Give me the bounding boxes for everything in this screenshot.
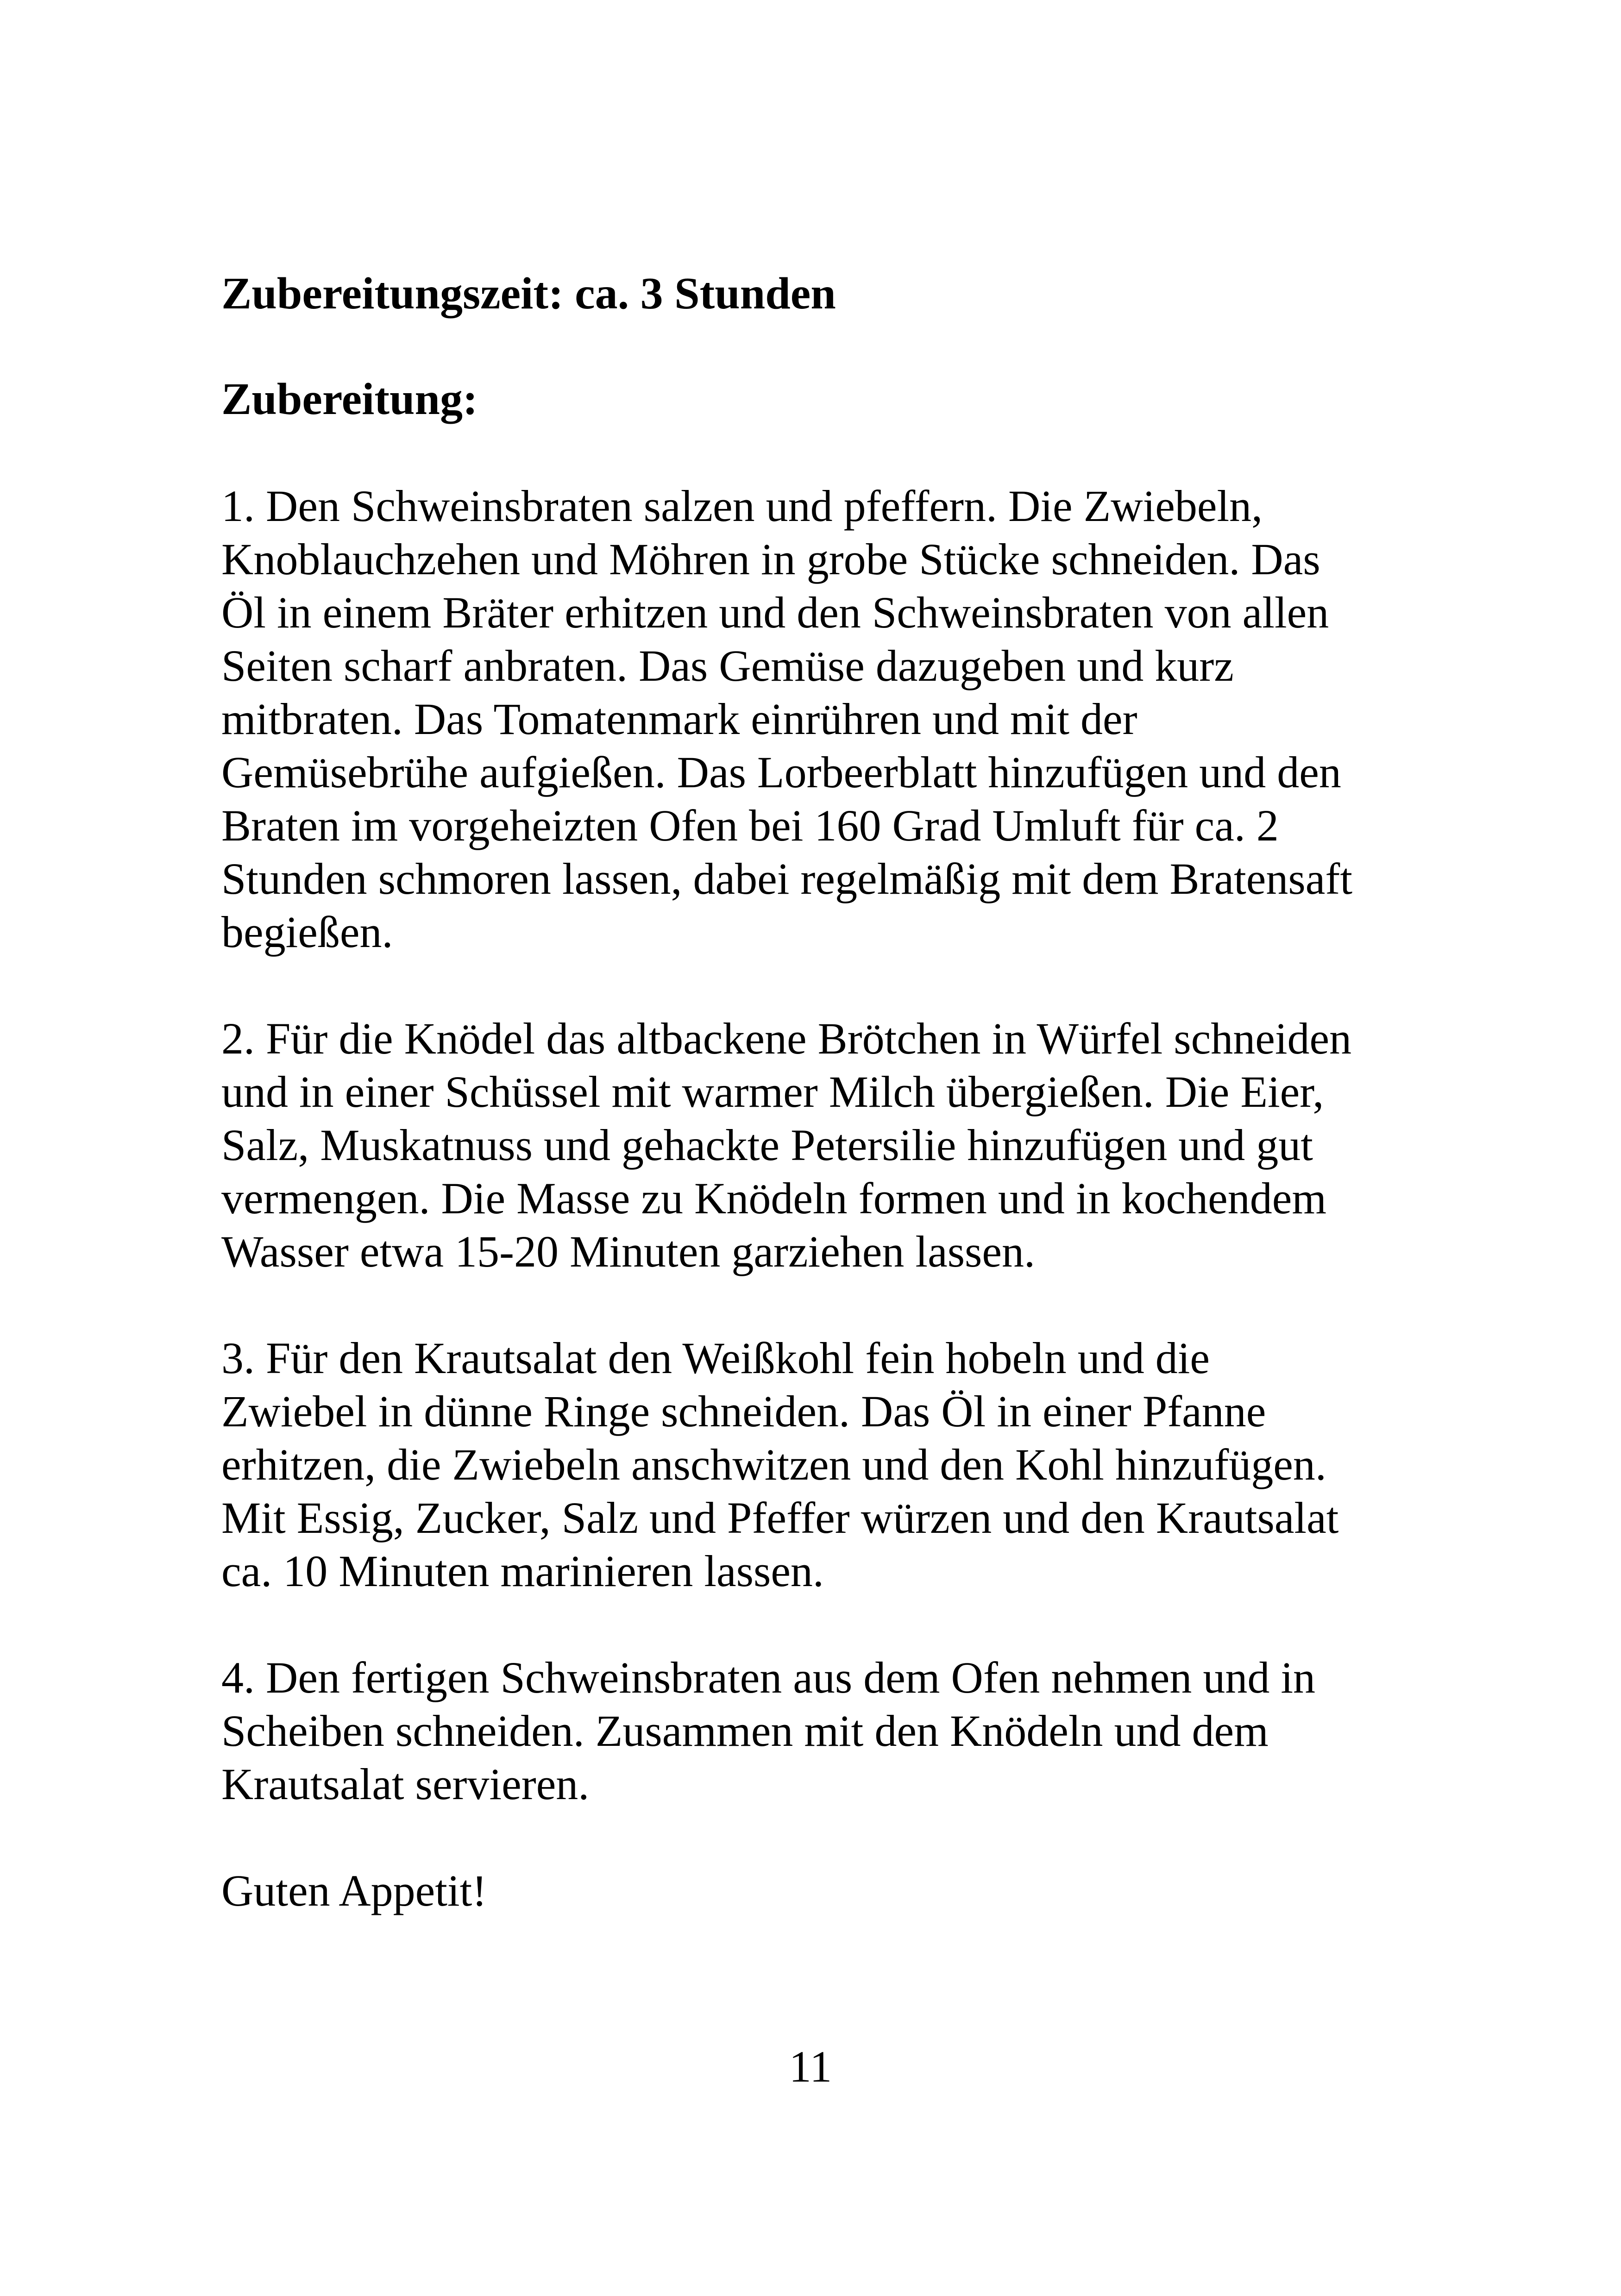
recipe-content [221, 267, 1453, 1917]
step-1-paragraph: 1. Den Schweinsbraten salzen und pfeffern. Die Zwiebeln, Knoblauchzehen und Möhren in grobe Stücke schneiden. Das Öl in einem Bräter erhitzen und den Schweinsbraten von allen Seiten scharf anbraten. Das Gemüse dazugeben und kurz mitbraten. Das Tomatenmark einrühren und mit der Gemüsebrühe aufgießen. Das Lorbeerblatt hinzufügen und den Braten im vorgeheizten Ofen bei 160 Grad Umluft für ca. 2 Stunden schmoren lassen, dabei regelmäßig mit dem Bratensaft begießen. [221, 481, 1352, 957]
step-3-paragraph: 3. Für den Krautsalat den Weißkohl fein hobeln und die Zwiebel in dünne Ringe schneiden. Das Öl in einer Pfanne erhitzen, die Zwiebeln anschwitzen und den Kohl hinzufügen. Mit Essig, Zucker, Salz und Pfeffer würzen und den Krautsalat ca. 10 Minuten marinieren lassen. [221, 1333, 1339, 1596]
preparation-heading: Zubereitung: [221, 374, 478, 424]
prep-time-heading: Zubereitungszeit: ca. 3 Stunden [221, 269, 836, 319]
page-number: 11 [789, 2042, 832, 2091]
step-2-paragraph: 2. Für die Knödel das altbackene Brötchen in Würfel schneiden und in einer Schüssel mit warmer Milch übergießen. Die Eier, Salz, Muskatnuss und gehackte Petersilie hinzufügen und gut vermengen. Die Masse zu Knödeln formen und in kochendem Wasser etwa 15-20 Minuten garziehen lassen. [221, 1014, 1352, 1276]
step-4-paragraph: 4. Den fertigen Schweinsbraten aus dem Ofen nehmen und in Scheiben schneiden. Zusammen mit den Knödeln und dem Krautsalat servieren. [221, 1653, 1315, 1809]
closing-line: Guten Appetit! [221, 1866, 487, 1915]
